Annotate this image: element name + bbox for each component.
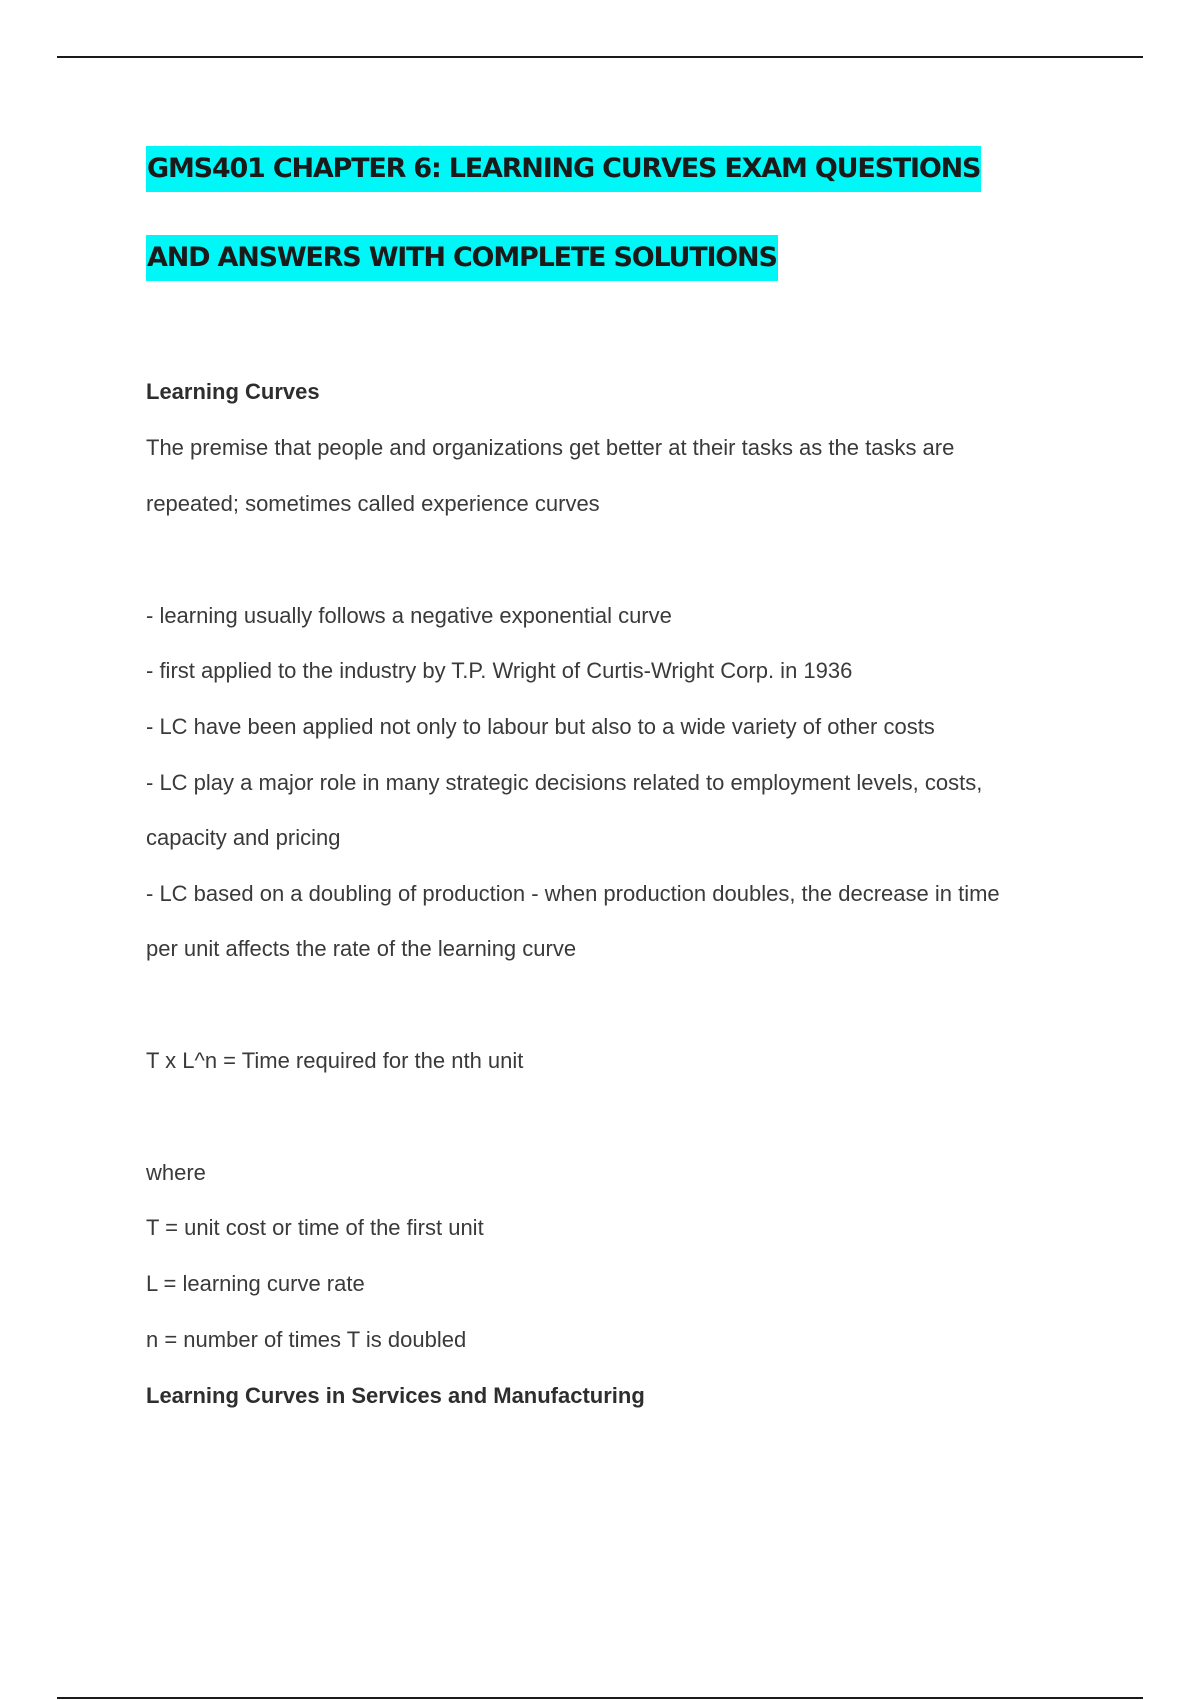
variable-definition: T = unit cost or time of the first unit: [146, 1215, 484, 1240]
variable-definition: L = learning curve rate: [146, 1271, 365, 1296]
definition-line: repeated; sometimes called experience curves: [146, 491, 600, 516]
section-heading-learning-curves: Learning Curves: [146, 379, 320, 404]
bullet-item: - learning usually follows a negative exponential curve: [146, 603, 672, 628]
document-title-line-2: AND ANSWERS WITH COMPLETE SOLUTIONS: [146, 235, 778, 281]
section-heading-services-manufacturing: Learning Curves in Services and Manufacturing: [146, 1383, 645, 1408]
variable-definition: n = number of times T is doubled: [146, 1327, 467, 1352]
top-rule: [57, 56, 1143, 58]
bullet-item-continuation: per unit affects the rate of the learning curve: [146, 936, 577, 961]
bullet-item: - LC based on a doubling of production - when production doubles, the decrease in time: [146, 881, 1000, 906]
where-label: where: [146, 1160, 206, 1185]
definition-line: The premise that people and organizations get better at their tasks as the tasks are: [146, 435, 955, 460]
bullet-item: - LC play a major role in many strategic decisions related to employment levels, costs,: [146, 770, 983, 795]
bullet-item: - first applied to the industry by T.P. Wright of Curtis-Wright Corp. in 1936: [146, 658, 853, 683]
bottom-rule: [57, 1697, 1143, 1699]
bullet-item-continuation: capacity and pricing: [146, 825, 341, 850]
document-title-line-1: GMS401 CHAPTER 6: LEARNING CURVES EXAM QUESTIONS: [146, 146, 981, 192]
bullet-item: - LC have been applied not only to labour but also to a wide variety of other costs: [146, 714, 935, 739]
learning-curve-formula: T x L^n = Time required for the nth unit: [146, 1048, 524, 1073]
